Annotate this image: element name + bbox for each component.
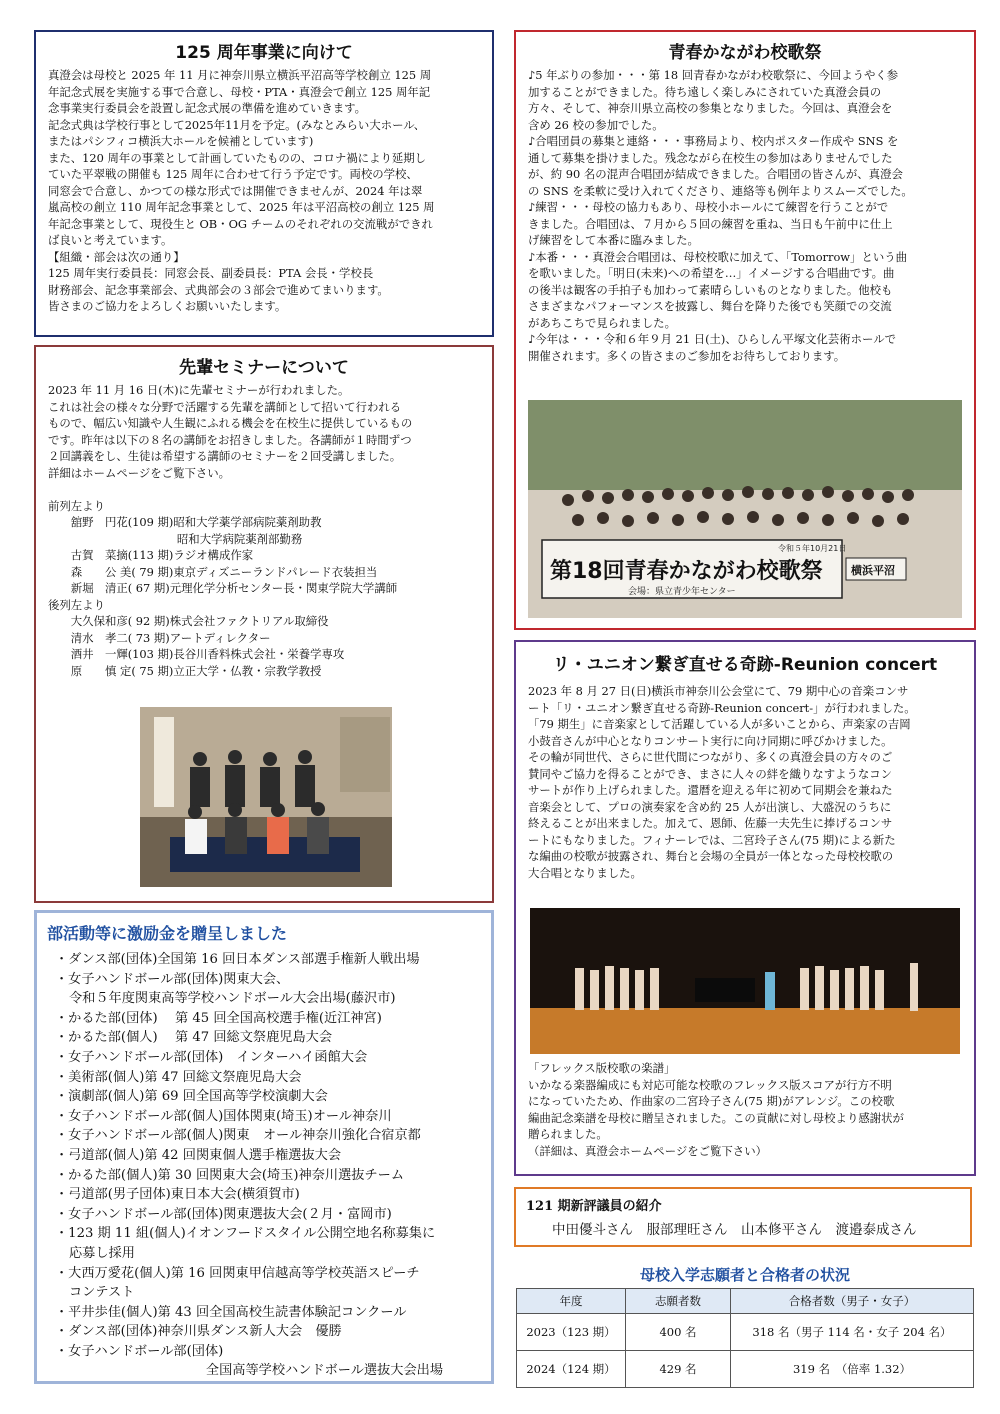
table-row — [517, 1351, 974, 1388]
flex-score-line: になっていたため、作曲家の二宮玲子さん(75 期)がアレンジ。この校歌 — [528, 1094, 895, 1108]
banner-venue: 会場：県立青少年センター — [628, 587, 736, 597]
chorus-line: きました。合唱団は、７月から５回の練習を重ね、当日も午前中に仕上 — [528, 216, 893, 231]
seminar-line — [48, 481, 480, 498]
admission-applicants: 429 名 — [626, 1351, 731, 1388]
seminar-line: 原 慎 定( 75 期)立正大学・仏教・宗教学教授 — [48, 663, 322, 678]
list-item: ・弓道部(個人)第 42 回関東個人選手権選抜大会 — [55, 1147, 342, 1163]
admission-title: 母校入学志願者と合格者の状況 — [639, 1266, 850, 1284]
admission-passed: 318 名（男子 114 名・女子 204 名） — [731, 1314, 974, 1351]
list-item: ・大西万愛花(個人)第 16 回関東甲信越高等学校英語スピーチ — [55, 1265, 420, 1281]
anniversary-line: また、120 周年の事業として計画していたものの、コロナ禍により延期し — [48, 150, 427, 165]
admission-applicants: 400 名 — [626, 1314, 731, 1351]
chorus-line: ♪合唱団員の募集と連絡・・・事務局より、校内ポスター作成や SNS を — [528, 134, 899, 148]
chorus-line: の後半は観客の手拍子も加わって素晴らしいものとなりました。他校も — [528, 282, 893, 297]
reunion-line: 音楽会として、プロの演奏家を含め約 25 人が出演し、大盛況のうちに — [528, 799, 892, 814]
anniversary-line: 真澄会は母校と 2025 年 11 月に神奈川県立横浜平沼高等学校創立 125 周 — [48, 68, 432, 82]
anniversary-line: 125 周年実行委員長：同窓会長、副委員長：PTA 会長・学校長 — [48, 266, 374, 280]
reunion-photo — [530, 908, 960, 1054]
admission-header-passed: 合格者数（男子・女子） — [731, 1289, 974, 1314]
chorus-line: さまざまなパフォーマンスを披露し、舞台を降りた後でも笑顔での交流 — [528, 299, 892, 313]
chorus-line: の SNS を柔軟に受け入れてくださり、連絡等も例年よりスムーズでした。 — [528, 183, 913, 198]
councilors-title: 121 期新評議員の紹介 — [526, 1199, 662, 1214]
club-list — [37, 950, 491, 1381]
seminar-line: 舘野 円花(109 期)昭和大学薬学部病院薬剤助教 — [48, 515, 322, 529]
club-section — [34, 910, 494, 1384]
seminar-line: 昭和大学病院薬剤部勤務 — [48, 531, 303, 546]
anniversary-line: 【組織・部会は次の通り】 — [48, 249, 185, 264]
list-item: ・ダンス部(団体)神奈川県ダンス新人大会 優勝 — [55, 1324, 342, 1340]
seminar-line: 古賀 菜摘(113 期)ラジオ構成作家 — [48, 548, 254, 562]
chorus-line: 含め 26 校の参加でした。 — [528, 117, 664, 132]
list-item: ・女子ハンドボール部(個人)国体関東(埼玉)オール神奈川 — [55, 1108, 392, 1124]
anniversary-line: 皆さまのご協力をよろしくお願いいたします。 — [48, 299, 287, 313]
seminar-text — [36, 382, 492, 679]
anniversary-line: 嵐高校の創立 110 周年記念事業として、2025 年は平沼高校の創立 125 周 — [48, 200, 435, 214]
list-item: 応募し採用 — [69, 1245, 135, 1261]
club-title: 部活動等に激励金を贈呈しました — [47, 924, 288, 943]
seminar-line: 2023 年 11 月 16 日(木)に先輩セミナーが行われました。 — [48, 383, 350, 397]
chorus-line: 方々、そして、神奈川県立高校の参集となりました。今回は、真澄会を — [528, 101, 893, 115]
list-item: 令和５年度関東高等学校ハンドボール大会出場(藤沢市) — [69, 991, 396, 1007]
seminar-line: 森 公 美( 79 期)東京ディズニーランドパレード衣装担当 — [48, 564, 378, 579]
reunion-title: リ・ユニオン繋ぎ直せる奇跡-Reunion concert — [552, 655, 938, 675]
seminar-line: もので、幅広い知識や人生観にふれる機会を在校生に提供しているもの — [48, 416, 413, 430]
seminar-line: 詳細はホームページをご覧下さい。 — [48, 465, 231, 480]
reunion-line: ート「リ・ユニオン繋ぎ直せる奇跡-Reunion concert-」が行われました。 — [528, 700, 916, 715]
flex-score-line: 贈られました。 — [528, 1127, 608, 1141]
flex-score-line: 「フレックス版校歌の楽譜」 — [528, 1061, 676, 1075]
reunion-line: 「79 期生」に音楽家として活躍している人が多いことから、声楽家の吉岡 — [528, 717, 911, 731]
flex-score-line: 編曲記念楽譜を母校に贈呈されました。この貢献に対し母校より感謝状が — [528, 1110, 904, 1125]
admission-year: 2024（124 期） — [517, 1351, 626, 1388]
chorus-line: 通して募集を掛けました。残念ながら在校生の参加はありませんでした — [528, 150, 893, 165]
seminar-line: 前列左より — [48, 498, 105, 513]
admission-header-row — [517, 1289, 974, 1314]
chorus-line: ♪本番・・・真澄会合唱団は、母校校歌に加えて、「Tomorrow」という曲 — [528, 249, 908, 264]
seminar-line: 酒井 一輝(103 期)長谷川香料株式会社・栄養学専攻 — [48, 647, 345, 661]
anniversary-line: 同窓会で合意し、かつての様な形式では開催できませんが、2024 年は翠 — [48, 183, 423, 198]
list-item: ・かるた部(個人)第 30 回関東大会(埼玉)神奈川選抜チーム — [55, 1167, 405, 1183]
banner-school: 横浜平沼 — [851, 564, 895, 577]
anniversary-line: 年記念事業として、現役生と OB・OG チームのそれぞれの交流戦ができれ — [48, 216, 433, 231]
admission-table — [516, 1288, 974, 1388]
reunion-line: サートが作り上げられました。還暦を迎える年に初めて同期会を兼ねた — [528, 783, 893, 797]
admission-header-applicants: 志願者数 — [626, 1289, 731, 1314]
list-item: ・女子ハンドボール部(団体) — [55, 1343, 224, 1359]
reunion-section — [514, 640, 976, 1176]
anniversary-line: またはパシフィコ横浜大ホールを候補としています) — [48, 134, 314, 148]
list-item: ・かるた部(個人) 第 47 回総文祭鹿児島大会 — [55, 1030, 333, 1046]
seminar-line: 清水 孝二( 73 期)アートディレクター — [48, 630, 271, 645]
list-item: ・かるた部(団体) 第 45 回全国高校選手権(近江神宮) — [55, 1010, 382, 1026]
chorus-line: があちこちで見られました。 — [528, 315, 676, 330]
list-item: ・女子ハンドボール部(団体)関東選抜大会(２月・富岡市) — [55, 1206, 392, 1222]
list-item: ・女子ハンドボール部(個人)関東 オール神奈川強化合宿京都 — [55, 1128, 421, 1144]
admission-passed: 319 名 （倍率 1.32） — [731, 1351, 974, 1388]
list-item: ・女子ハンドボール部(団体) インターハイ函館大会 — [55, 1049, 368, 1065]
seminar-title: 先輩セミナーについて — [179, 358, 349, 378]
reunion-text — [516, 683, 974, 881]
chorus-line: ♪5 年ぶりの参加・・・第 18 回青春かながわ校歌祭に、今回ようやく参 — [528, 68, 899, 82]
chorus-section — [514, 30, 976, 630]
seminar-line: です。昨年は以下の８名の講師をお招きしました。各講師が１時間ずつ — [48, 432, 412, 447]
flex-score-line: いかなる楽器編成にも対応可能な校歌のフレックス版スコアが行方不明 — [528, 1077, 892, 1092]
admission-header-year: 年度 — [517, 1289, 626, 1314]
seminar-section — [34, 345, 494, 903]
seminar-photo — [140, 707, 392, 887]
reunion-line: 2023 年 8 月 27 日(日)横浜市神奈川公会堂にて、79 期中心の音楽コンサ — [528, 684, 909, 698]
admission-year: 2023（123 期） — [517, 1314, 626, 1351]
chorus-line: 加することができました。待ち遠しく楽しみにされていた真澄会員の — [528, 84, 882, 99]
anniversary-line: 財務部会、記念事業部会、式典部会の３部会で進めてまいります。 — [48, 282, 389, 297]
list-item: ・演劇部(個人)第 69 回全国高等学校演劇大会 — [55, 1089, 328, 1105]
reunion-line: 小鼓音さんが中心となりコンサート実行に向け同期に呼びかけました。 — [528, 733, 893, 748]
anniversary-text — [36, 67, 492, 315]
banner-title: 第18回青春かながわ校歌祭 — [550, 559, 823, 584]
chorus-line: げ練習をして本番に臨みました。 — [528, 233, 699, 247]
reunion-line: な編曲の校歌が披露され、舞台と会場の全員が一体となった母校校歌の — [528, 849, 894, 863]
chorus-line: ♪今年は・・・令和６年９月 21 日(土)、ひらしん平塚文化芸術ホールで — [528, 332, 896, 346]
anniversary-line: ば良いと考えています。 — [48, 233, 173, 247]
flex-score-line: （詳細は、真澄会ホームページをご覧下さい） — [528, 1143, 767, 1158]
councilors-names: 中田優斗さん 服部理旺さん 山本修平さん 渡邉泰成さん — [552, 1222, 917, 1238]
anniversary-line: 記念式典は学校行事として2025年11月を予定。(みなとみらい大ホール、 — [48, 117, 426, 132]
reunion-line: 賛同やご協力を得ることができ、まさに人々の絆を織りなすようなコン — [528, 766, 893, 781]
anniversary-line: ていた平翠戦の開催も 125 周年に合わせて行う予定です。両校の学校、 — [48, 167, 418, 181]
councilors-section — [514, 1187, 972, 1247]
seminar-line: 大久保和彦( 92 期)株式会社ファクトリアル取締役 — [48, 614, 329, 628]
chorus-line: が、約 90 名の混声合唱団が結成できました。合唱団の皆さんが、真澄会 — [528, 167, 903, 181]
list-item: ・123 期 11 組(個人)イオンフードスタイル公開空地名称募集に — [55, 1226, 436, 1242]
chorus-text — [516, 67, 974, 364]
list-item: ・平井歩佳(個人)第 43 回全国高校生読書体験記コンクール — [55, 1304, 407, 1320]
seminar-line: これは社会の様々な分野で活躍する先輩を講師として招いて行われる — [48, 399, 402, 414]
anniversary-line: 念事業実行委員会を設置し記念式展の準備を進めていきます。 — [48, 101, 367, 115]
anniversary-section — [34, 30, 494, 337]
reunion-line: ートにもなりました。フィナーレでは、二宮玲子さん(75 期)による新た — [528, 832, 896, 847]
seminar-line: 新堀 清正( 67 期)元理化学分析センター長・関東学院大学講師 — [48, 581, 398, 595]
chorus-line: を歌いました。「明日(未来)への希望を…」イメージする合唱曲です。曲 — [528, 266, 895, 280]
list-item: ・美術部(個人)第 47 回総文祭鹿児島大会 — [55, 1069, 302, 1085]
list-item: ・ダンス部(団体)全国第 16 回日本ダンス部選手権新人戦出場 — [55, 952, 420, 967]
reunion-line: その輪が同世代、さらに世代間につながり、多くの真澄会員の方々のご — [528, 750, 893, 764]
seminar-line: ２回講義をし、生徒は希望する講師のセミナーを２回受講しました。 — [48, 449, 402, 463]
seminar-line: 後列左より — [48, 597, 105, 612]
chorus-line: 開催されます。多くの皆さまのご参加をお待ちしております。 — [528, 348, 846, 363]
anniversary-line: 年記念式展を実施する事で合意し、母校・PTA・真澄会で創立 125 周年記 — [48, 84, 431, 99]
list-item: ・弓道部(男子団体)東日本大会(横須賀市) — [55, 1187, 300, 1203]
reunion-line: 終えることが出来ました。加えて、恩師、佐藤一夫先生に捧げるコンサ — [528, 816, 893, 830]
list-item: コンテスト — [69, 1285, 135, 1301]
reunion-line: 大合唱となりました。 — [528, 865, 642, 880]
flex-score-text — [516, 1060, 974, 1159]
chorus-line: ♪練習・・・母校の協力もあり、母校小ホールにて練習を行うことがで — [528, 200, 889, 214]
chorus-photo — [528, 400, 962, 618]
list-item: 全国高等学校ハンドボール選抜大会出場 — [205, 1363, 443, 1379]
anniversary-title: 125 周年事業に向けて — [175, 43, 353, 63]
chorus-title: 青春かながわ校歌祭 — [668, 43, 822, 63]
banner-date: 令和５年10月21日 — [778, 544, 847, 553]
table-row — [517, 1314, 974, 1351]
list-item: ・女子ハンドボール部(団体)関東大会、 — [55, 971, 290, 987]
